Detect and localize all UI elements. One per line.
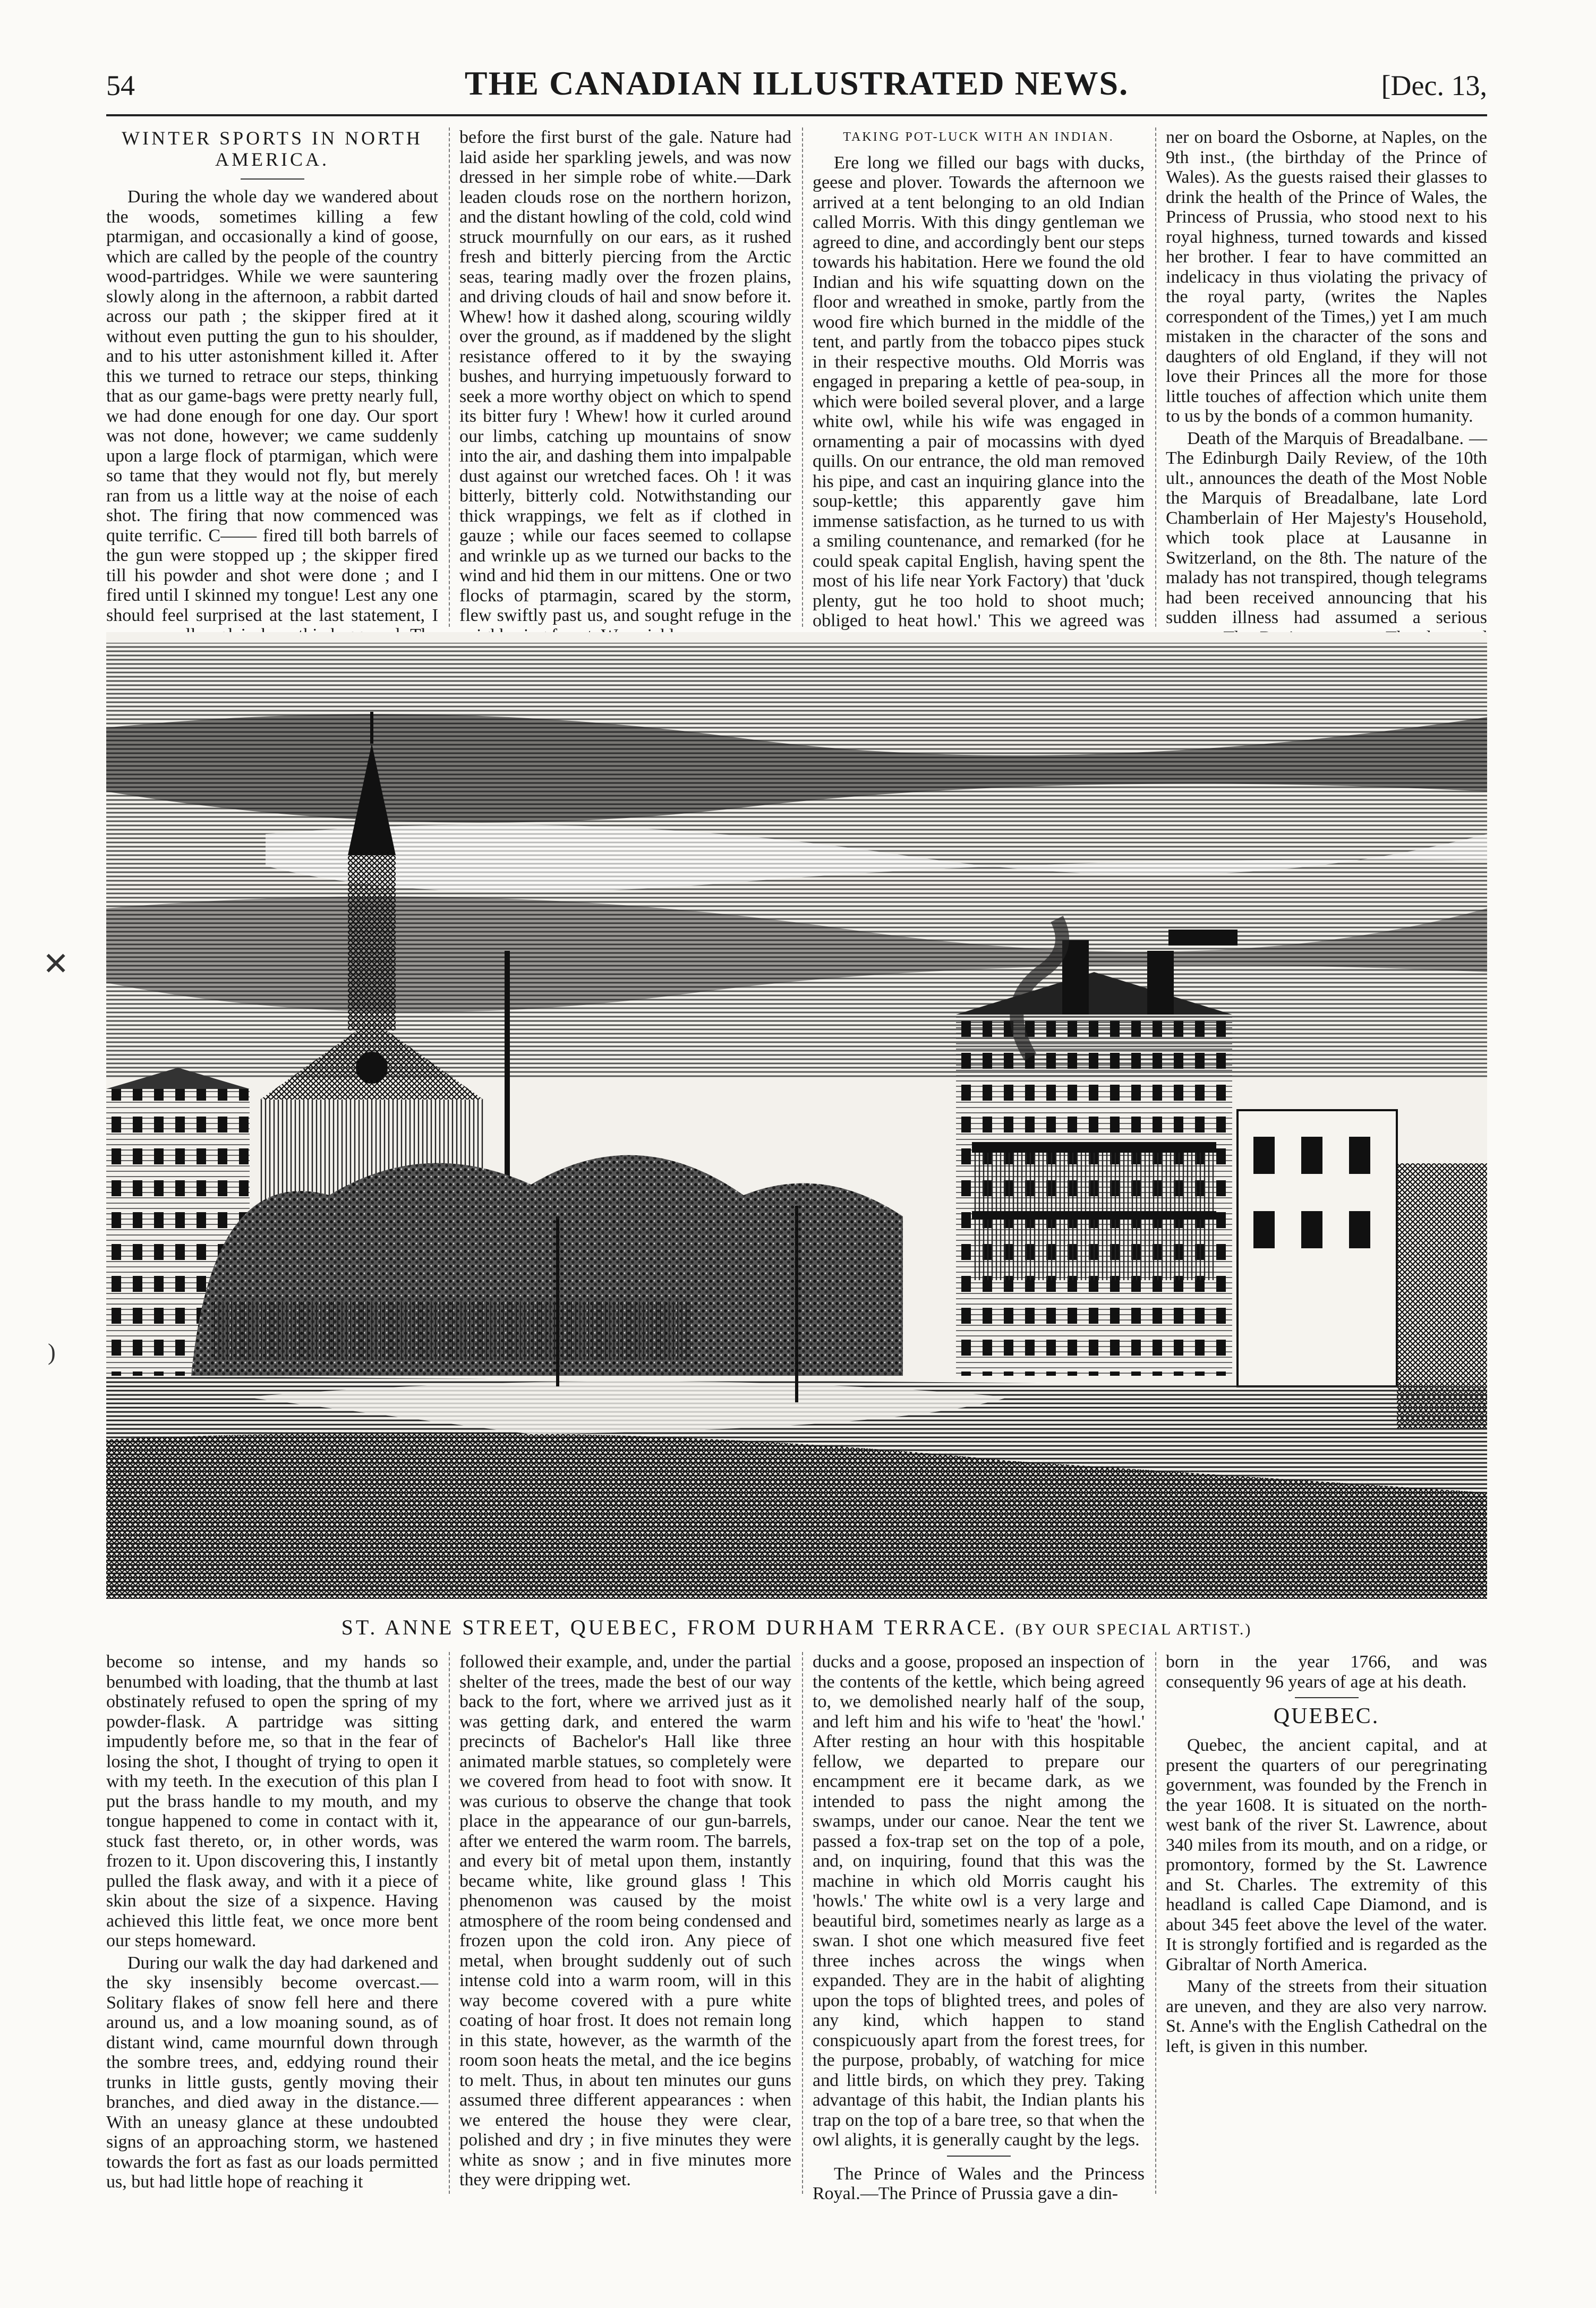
top-column-2 [459, 127, 791, 627]
issue-date: [Dec. 13, [1381, 70, 1487, 101]
paragraph: Ere long we filled our bags with ducks, geese and plover. Towards the afternoon we arrived at a tent belonging to an old Indian called Morris. With this dingy gentleman we agreed to dine, and accordingly bent our steps towards his habitation. Here we found the old Indian and his wife squatting down on the floor and wreathed in smoke, partly from the wood fire which burned in the middle of the tent, and partly from the tobacco pipes stuck in their respective mouths. Old Morris was engaged in preparing a kettle of pea-soup, in which were boiled several plover, and a large white owl, while his wife was engaged in ornamenting a pair of mocassins with dyed quills. On our entrance, the old man removed his pipe, and cast an inquiring glance into the soup-kettle; this apparently gave him immense satisfaction, as he turned to us with a smiling countenance, and remarked (for he could speak capital English, having spent the most of his life near York Factory) that 'duck plenty, gut he too hold to shoot much; obliged to heat howl.' This we agreed was [813, 152, 1145, 631]
column-divider [1155, 127, 1156, 627]
margin-pencil-mark: ✕ [42, 947, 70, 982]
paragraph: ducks and a goose, proposed an inspection of the contents of the kettle, which being agreed to, we demolished nearly half of the soup, and left him and his wife to 'heat' the 'howl.' After resting an hour with this hospitable fellow, we departed to prepare our encampment ere it became dark, as we intended to pass the night among the swamps, under our canoe. Near the tent we passed a fox-trap set on the top of a pole, and, on inquiring, found that this was the machine in which old Morris caught his 'howls.' The white owl is a very large and beautiful bird, sometimes nearly as large as a swan. I shot one which measured five feet three inches across the wings when expanded. They are in the habit of alighting upon the tops of blighted trees, and poles of any kind, which happen to stand conspicuously apart from the forest trees, for the purpose, probably, of watching for mice and little birds, on which they prey. Taking advantage of this habit, the Indian plants his trap on the top of a bare tree, so that when the owl alights, it is generally caught by the legs. [813, 1652, 1145, 2150]
illustration-caption [106, 1615, 1487, 1640]
paragraph: before the first burst of the gale. Nature had laid aside her sparkling jewels, and was now dressed in her simple robe of white.—Dark leaden clouds rose on the northern horizon, and the distant howling of the cold, cold wind struck mournfully on our ears, as it rushed fresh and bitterly piercing from the Arctic seas, tearing madly over the frozen plains, and driving clouds of hail and snow before it. Whew! how it dashed along, scouring wildly over the ground, as if maddened by the slight resistance offered to it by the swaying bushes, and hurrying impetuously forward to seek a more worthy object on which to spend its bitter fury ! Whew! how it curled around our limbs, catching up mountains of snow into the air, and dashing them into impalpable dust against our wretched faces. Oh ! it was bitterly, bitterly cold. Notwithstanding our thick wrappings, we felt as if clothed in gauze ; while our faces seemed to collapse and wrinkle up as we turned our backs to the wind and hid them in our mittens. One or two flocks of ptarmagin, scared by the storm, flew swiftly past us, and sought refuge in the [459, 127, 791, 625]
paragraph: followed their example, and, under the partial shelter of the trees, made the best of our way back to the fort, where we arrived just as it was getting dark, and entered the warm precincts of Bachelor's Hall like three animated marble statues, so completely were we covered from head to foot with snow. It was curious to observe the change that took place in the appearance of our gun-barrels, after we entered the warm room. The barrels, and every bit of metal upon them, instantly became white, like ground glass ! This phenomenon was caused by the moist atmosphere of the room being condensed and frozen upon the cold iron. Any piece of metal, when brought suddenly out of such intense cold into a warm room, will in this way become covered with a pure white coating of hoar frost. It does not remain long in this state, however, as the warmth of the room soon heats the metal, and the ice begins to melt. Thus, in about ten minutes our guns assumed three different appearances : when we entered the house they were clear, polished and dry ; in five minutes they were white as snow ; and in five minutes more they were dripping wet. [459, 1652, 791, 2190]
paragraph: During our walk the day had darkened and the sky insensibly become overcast.—Solitary flakes of snow fell here and there around us, and a low moaning sound, as of distant wind, came mournful down through the sombre trees, and, eddying round their trunks in little gusts, gently moving their branches, and died away in the distance.—With an uneasy glance at these undoubted signs of an approaching storm, we hastened towards the fort as fast as our loads permitted us, but had little hope of reaching it [106, 1953, 438, 2192]
masthead [106, 64, 1487, 112]
column-divider [802, 1652, 803, 2194]
column-divider [449, 127, 450, 627]
short-rule [241, 178, 304, 180]
paragraph: become so intense, and my hands so benumbed with loading, that the thumb at last obstinately refused to open the spring of my powder-flask. A partridge was sitting impudently before me, so that in the fear of losing the shot, I thought of trying to open it with my teeth. In the execution of this plan I put the brass handle to my mouth, and my tongue happened to come in contact with it, stuck fast thereto, or, in other words, was frozen to it. Upon discovering this, I instantly pulled the flask away, and with it a piece of skin about the size of a sixpence. Having achieved this little feat, we once more bent our steps homeward. [106, 1652, 438, 1951]
paragraph: During the whole day we wandered about the woods, sometimes killing a few ptarmigan, and occasionally a kind of goose, which are called by the people of the country wood-partridges. While we were sauntering slowly along in the afternoon, a rabbit darted across our path ; the skipper fired at it without even putting the gun to his shoulder, and to his utter astonishment killed it. After this we turned to retrace our steps, thinking that as our game-bags were pretty nearly full, we had done enough for one day. Our sport was not done, however; we came suddenly upon a large flock of ptarmigan, which were so tame that they would not fly, but merely ran from us a little way at the noise of each shot. The firing that now commenced was quite terrific. C—— fired till both barrels of the gun were stopped up ; the skipper fired till his powder and shot were done ; and I fired until I skinned my tongue! Lest any one should feel surprised at the last statement, I [106, 187, 438, 625]
article-title-quebec: QUEBEC. [1273, 1704, 1380, 1728]
paragraph: Many of the streets from their situation are uneven, and they are also very narrow. St. Anne's with the English Cathedral on the left, is given in this number. [1166, 1977, 1487, 2056]
paragraph: born in the year 1766, and was consequently 96 years of age at his death. [1166, 1652, 1487, 1692]
paragraph: Quebec, the ancient capital, and at present the quarters of our peregrinating government, was founded by the French in the year 1608. It is situated on the north-west bank of the river St. Lawrence, about 340 miles from its mouth, and on a ridge, or promontory, formed by the St. Lawrence and St. Charles. The extremity of this headland is called Cape Diamond, and is about 345 feet above the level of the water. It is strongly fortified and is regarded as the Gibraltar of North America. [1166, 1735, 1487, 1974]
page-number: 54 [106, 70, 135, 101]
article-title-winter-sports: WINTER SPORTS IN NORTH AMERICA. [122, 127, 423, 170]
short-rule [1295, 1697, 1359, 1698]
artist-credit: (BY OUR SPECIAL ARTIST.) [1015, 1621, 1252, 1638]
margin-pencil-mark: ) [48, 1339, 56, 1365]
column-divider [1155, 1652, 1156, 2194]
top-column-4 [1166, 127, 1487, 627]
section-heading-pot-luck: TAKING POT-LUCK WITH AN INDIAN. [843, 130, 1114, 144]
paragraph: The Prince of Wales and the Princess Royal.—The Prince of Prussia gave a din- [813, 2164, 1145, 2203]
caption-text: ST. ANNE STREET, QUEBEC, FROM DURHAM TERRACE. [341, 1615, 1008, 1639]
paragraph: ner on board the Osborne, at Naples, on the 9th inst., (the birthday of the Prince of Wales). As the guests raised their glasses to drink the health of the Prince of Wales, the Princess of Prussia, who stood next to his royal highness, turned towards and kissed her brother. I fear to have committed an indelicacy in thus violating the privacy of the royal party, (writes the Naples correspondent of the Times,) yet I am much mistaken in the character of the sons and daughters of old England, if they will not love their Princes all the more for those little touches of affection which unite them to us by the bonds of a common humanity. [1166, 127, 1487, 426]
paragraph: Death of the Marquis of Breadalbane. —The Edinburgh Daily Review, of the 10th ult., announces the death of the Most Noble the Marquis of Breadalbane, late Lord Chamberlain of Her Majesty's Household, which took place at Lausanne in Switzerland, on the 8th. The nature of the malady has not transpired, though telegrams had been received announcing that his sudden illness had assumed a serious [1166, 428, 1487, 627]
short-rule [947, 2156, 1011, 2157]
newspaper-title: THE CANADIAN ILLUSTRATED NEWS. [464, 64, 1129, 102]
bottom-column-1 [106, 1652, 438, 2194]
bottom-column-2 [459, 1652, 791, 2194]
column-divider [802, 127, 803, 627]
engraving-st-anne-street [106, 632, 1487, 1599]
header-rule [106, 114, 1487, 116]
bottom-column-3 [813, 1652, 1145, 2203]
column-divider [449, 1652, 450, 2194]
top-column-3 [813, 127, 1145, 631]
bottom-column-4 [1166, 1652, 1487, 2194]
top-column-1 [106, 127, 438, 627]
